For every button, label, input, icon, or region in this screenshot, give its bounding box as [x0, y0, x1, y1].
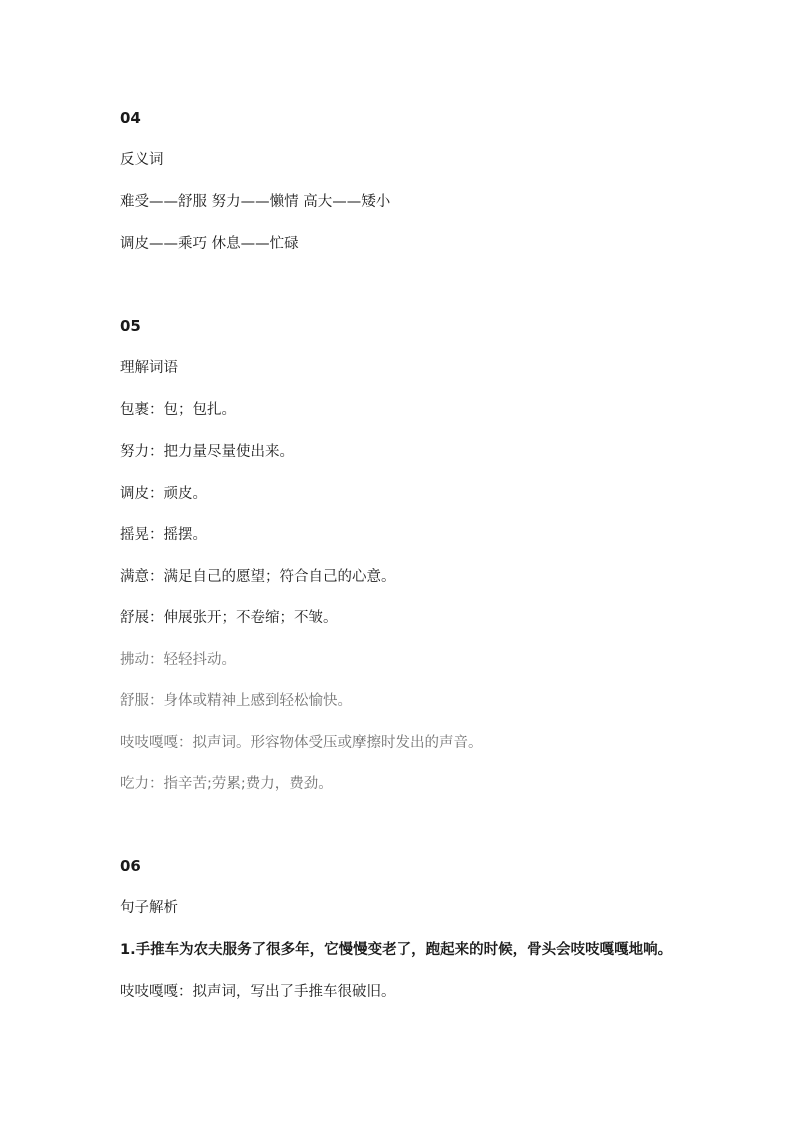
definition-item: 满意：满足自己的愿望；符合自己的心意。	[120, 569, 396, 585]
definition-item: 吱吱嘎嘎：拟声词。形容物体受压或摩擦时发出的声音。	[120, 735, 483, 751]
definition-item: 包裹：包；包扎。	[120, 402, 236, 418]
definition-item: 调皮：顽皮。	[120, 486, 207, 502]
antonym-line-2: 调皮——乘巧 休息——忙碌	[120, 236, 299, 252]
definition-item: 拂动：轻轻抖动。	[120, 652, 236, 668]
definition-item: 吃力：指辛苦;劳累;费力，费劲。	[120, 776, 333, 792]
antonym-line-1: 难受——舒服 努力——懒情 高大——矮小	[120, 194, 391, 210]
definition-item: 努力：把力量尽量使出来。	[120, 444, 294, 460]
definition-item: 舒服：身体或精神上感到轻松愉快。	[120, 693, 352, 709]
definition-item: 舒展：伸展张开；不卷缩；不皱。	[120, 610, 338, 626]
definition-item: 摇晃：摇摆。	[120, 527, 207, 543]
section-06-number: 06	[120, 857, 141, 875]
section-04-title: 反义词	[120, 152, 164, 168]
section-04-number: 04	[120, 109, 141, 127]
section-05-number: 05	[120, 317, 141, 335]
example-sentence: 1.手推车为农夫服务了很多年，它慢慢变老了，跑起来的时候，骨头会吱吱嘎嘎地响。	[120, 942, 673, 958]
section-05-title: 理解词语	[120, 360, 178, 376]
section-06-title: 句子解析	[120, 900, 178, 916]
sentence-analysis: 吱吱嘎嘎：拟声词，写出了手推车很破旧。	[120, 984, 396, 1000]
